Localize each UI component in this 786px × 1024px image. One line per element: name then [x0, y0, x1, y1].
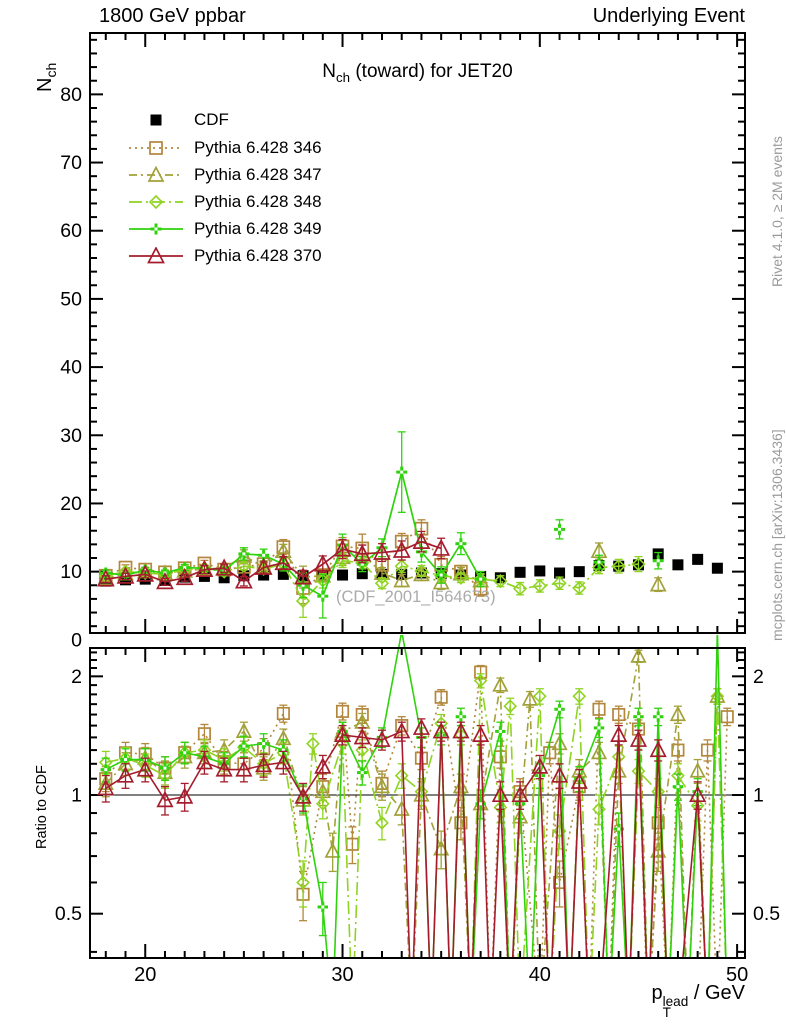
x-axis-label-base: p — [651, 982, 663, 1004]
legend-label: Pythia 6.428 349 — [194, 219, 322, 238]
svg-text:70: 70 — [60, 152, 82, 175]
svg-text:0.5: 0.5 — [54, 903, 82, 926]
svg-text:40: 40 — [528, 964, 551, 986]
y-axis-label-text: N — [34, 77, 56, 92]
legend-item-pythia-349 — [127, 218, 322, 240]
plot-title-prefix: N — [322, 61, 337, 82]
svg-text:30: 30 — [331, 964, 354, 986]
plot-title-sub: ch — [336, 69, 351, 85]
legend-label: CDF — [194, 110, 229, 129]
legend-marker-pythia-346 — [127, 139, 185, 157]
x-axis-label-sub: T — [662, 1004, 671, 1020]
analysis-watermark: (CDF_2001_I564673) — [336, 588, 496, 606]
x-axis-label-sup: lead — [662, 993, 689, 1009]
mcplots-arxiv-note: mcplots.cern.ch [arXiv:1306.3436] — [769, 429, 785, 641]
legend-marker-pythia-348 — [127, 193, 185, 211]
legend-item-pythia-348 — [127, 191, 322, 213]
ratio-axis-label: Ratio to CDF — [34, 765, 50, 849]
legend-item-pythia-370 — [127, 245, 322, 267]
legend-item-cdf — [127, 109, 229, 131]
svg-text:1: 1 — [71, 784, 82, 807]
legend-marker-pythia-347 — [127, 166, 185, 184]
svg-text:30: 30 — [60, 424, 82, 447]
legend-label: Pythia 6.428 348 — [194, 192, 322, 211]
header-right: Underlying Event — [592, 5, 745, 27]
y-axis-label-sub: ch — [43, 62, 59, 78]
svg-text:20: 20 — [134, 964, 157, 986]
svg-text:1: 1 — [753, 784, 764, 807]
header-left: 1800 GeV ppbar — [99, 5, 246, 27]
svg-text:0.5: 0.5 — [753, 903, 781, 926]
svg-text:10: 10 — [60, 561, 82, 584]
svg-text:50: 50 — [60, 288, 82, 311]
svg-text:2: 2 — [71, 665, 82, 688]
legend-item-pythia-346 — [127, 137, 322, 159]
rivet-version-note: Rivet 4.1.0, ≥ 2M events — [769, 136, 785, 287]
svg-text:60: 60 — [60, 220, 82, 243]
plot-title-rest: (toward) for JET20 — [350, 61, 513, 82]
svg-text:50: 50 — [725, 964, 749, 986]
x-axis-label-rest: / GeV — [688, 982, 745, 1004]
legend-marker-cdf — [127, 111, 185, 129]
svg-text:80: 80 — [60, 83, 82, 106]
svg-text:2: 2 — [753, 665, 764, 688]
legend-marker-pythia-370 — [127, 247, 185, 265]
svg-text:0: 0 — [71, 629, 82, 652]
svg-text:20: 20 — [60, 492, 82, 515]
legend-item-pythia-347 — [127, 164, 322, 186]
x-axis-label — [651, 982, 745, 1019]
svg-text:40: 40 — [60, 356, 82, 379]
legend-label: Pythia 6.428 370 — [194, 246, 322, 265]
legend-marker-pythia-349 — [127, 220, 185, 238]
legend-label: Pythia 6.428 347 — [194, 165, 322, 184]
legend-label: Pythia 6.428 346 — [194, 138, 322, 157]
